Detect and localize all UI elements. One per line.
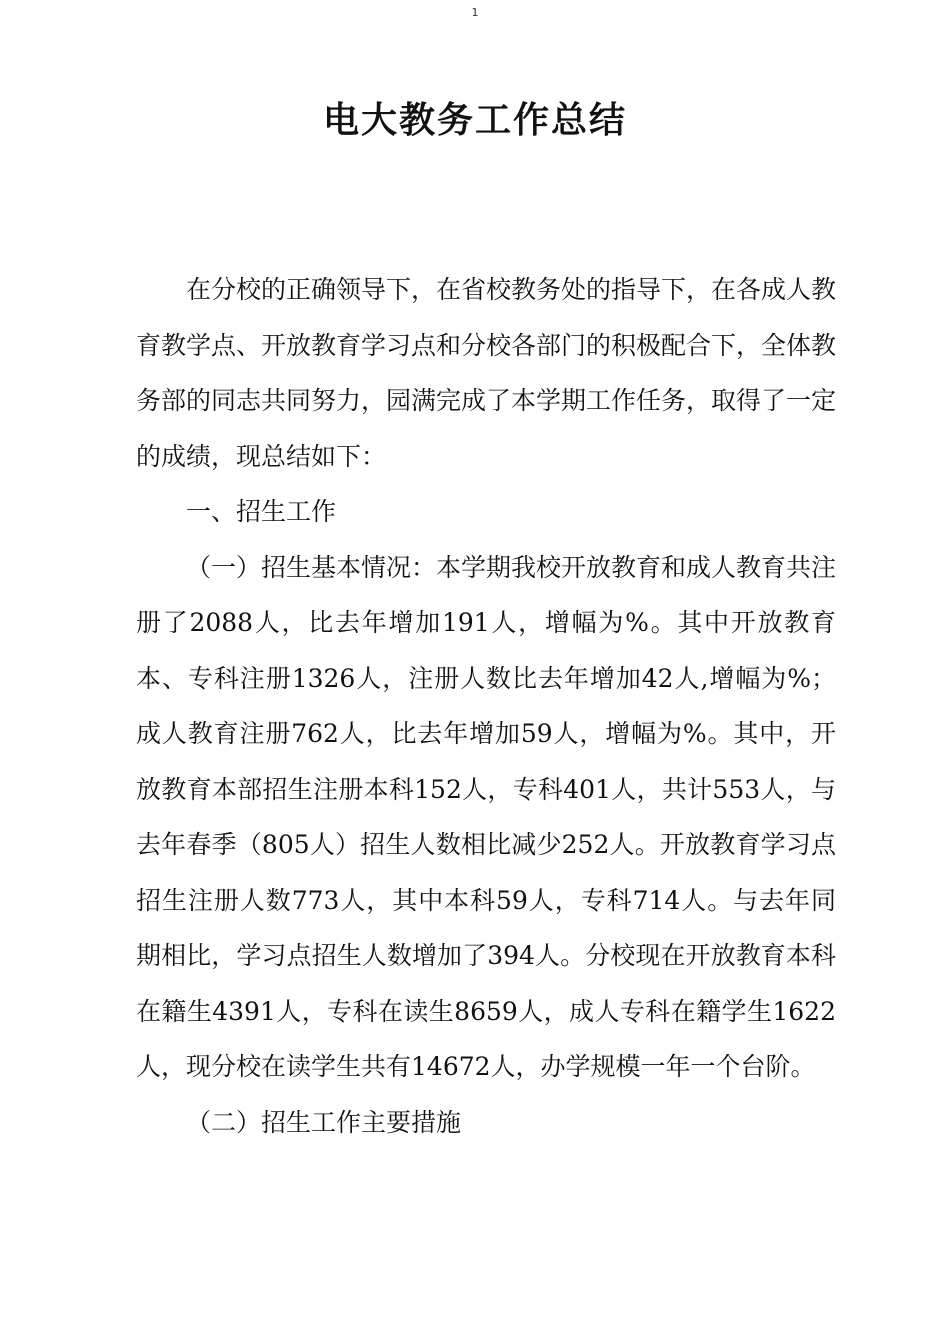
page-number: 1: [471, 6, 479, 19]
document-title: 电大教务工作总结: [322, 100, 627, 141]
document-body: [136, 262, 836, 1150]
enrollment-basics-paragraph: （一）招生基本情况：本学期我校开放教育和成人教育共注册了2088人，比去年增加191人，增幅为%。其中开放教育本、专科注册1326人，注册人数比去年增加42人,增幅为%；成人教育注册762人，比去年增加59人，增幅为%。其中，开放教育本部招生注册本科152人，专科401人，共计553人，与去年春季（805人）招生人数相比减少252人。开放教育学习点招生注册人数773人，其中本科59人，专科714人。与去年同期相比，学习点招生人数增加了394人。分校现在开放教育本科在籍生4391人，专科在读生8659人，成人专科在籍学生1622人，现分校在读学生共有14672人，办学规模一年一个台阶。: [136, 552, 837, 1081]
subsection-heading-measures: （二）招生工作主要措施: [186, 1107, 462, 1137]
intro-paragraph: 在分校的正确领导下，在省校教务处的指导下，在各成人教育教学点、开放教育学习点和分校各部门的积极配合下，全体教务部的同志共同努力，园满完成了本学期工作任务，取得了一定的成绩，现总结如下：: [136, 275, 837, 471]
section-heading-enrollment: 一、招生工作: [186, 497, 337, 526]
